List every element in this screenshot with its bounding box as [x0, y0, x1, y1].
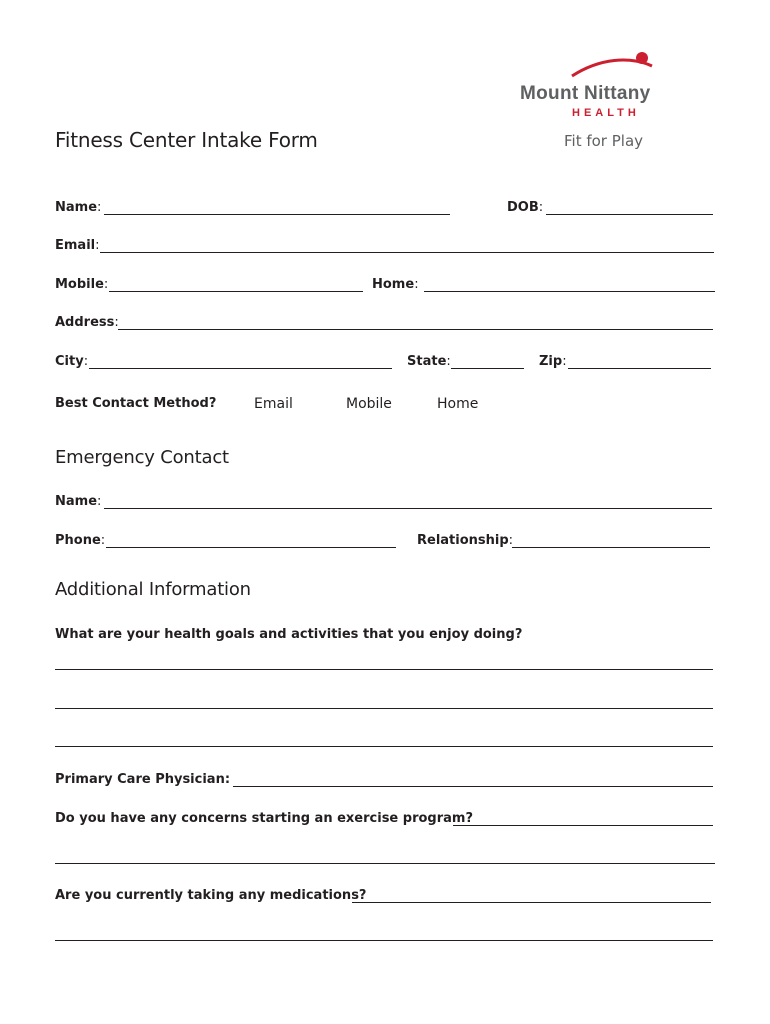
state-label: State: — [407, 354, 451, 369]
emergency-phone-field[interactable] — [106, 547, 396, 548]
physician-label: Primary Care Physician: — [55, 772, 231, 787]
physician-field[interactable] — [233, 786, 713, 787]
concerns-answer-line[interactable] — [55, 863, 715, 864]
name-field[interactable] — [104, 214, 450, 215]
mobile-field[interactable] — [109, 291, 363, 292]
goals-question: What are your health goals and activities that you enjoy doing? — [55, 627, 523, 642]
medications-field[interactable] — [352, 902, 711, 903]
home-field[interactable] — [424, 291, 715, 292]
email-field[interactable] — [100, 252, 714, 253]
city-label: City: — [55, 354, 89, 369]
goals-answer-line-2[interactable] — [55, 708, 713, 709]
contact-option-email[interactable]: Email — [254, 396, 293, 412]
relationship-field[interactable] — [512, 547, 710, 548]
email-label: Email: — [55, 238, 100, 253]
emergency-phone-label: Phone: — [55, 533, 106, 548]
medications-question: Are you currently taking any medications? — [55, 888, 367, 903]
logo-subtext: HEALTH — [572, 107, 640, 119]
address-field[interactable] — [118, 329, 713, 330]
goals-answer-line-3[interactable] — [55, 746, 713, 747]
name-label: Name: — [55, 200, 102, 215]
emergency-name-label: Name: — [55, 494, 102, 509]
home-label: Home: — [372, 277, 419, 292]
additional-info-heading: Additional Information — [55, 579, 251, 600]
contact-option-home[interactable]: Home — [437, 396, 479, 412]
mobile-label: Mobile: — [55, 277, 109, 292]
concerns-question: Do you have any concerns starting an exercise program? — [55, 811, 473, 826]
logo-tagline: Fit for Play — [564, 132, 644, 150]
logo-wordmark: Mount Nittany — [520, 83, 651, 104]
contact-option-mobile[interactable]: Mobile — [346, 396, 392, 412]
emergency-name-field[interactable] — [104, 508, 712, 509]
relationship-label: Relationship: — [417, 533, 514, 548]
zip-field[interactable] — [568, 368, 711, 369]
page-title: Fitness Center Intake Form — [55, 128, 318, 152]
medications-answer-line[interactable] — [55, 940, 713, 941]
swoosh-logo-icon — [560, 50, 660, 82]
city-field[interactable] — [89, 368, 392, 369]
zip-label: Zip: — [539, 354, 567, 369]
goals-answer-line-1[interactable] — [55, 669, 713, 670]
best-contact-label: Best Contact Method? — [55, 396, 217, 411]
dob-field[interactable] — [546, 214, 713, 215]
state-field[interactable] — [451, 368, 524, 369]
concerns-field[interactable] — [453, 825, 713, 826]
emergency-contact-heading: Emergency Contact — [55, 447, 229, 468]
address-label: Address: — [55, 315, 119, 330]
dob-label: DOB: — [507, 200, 544, 215]
